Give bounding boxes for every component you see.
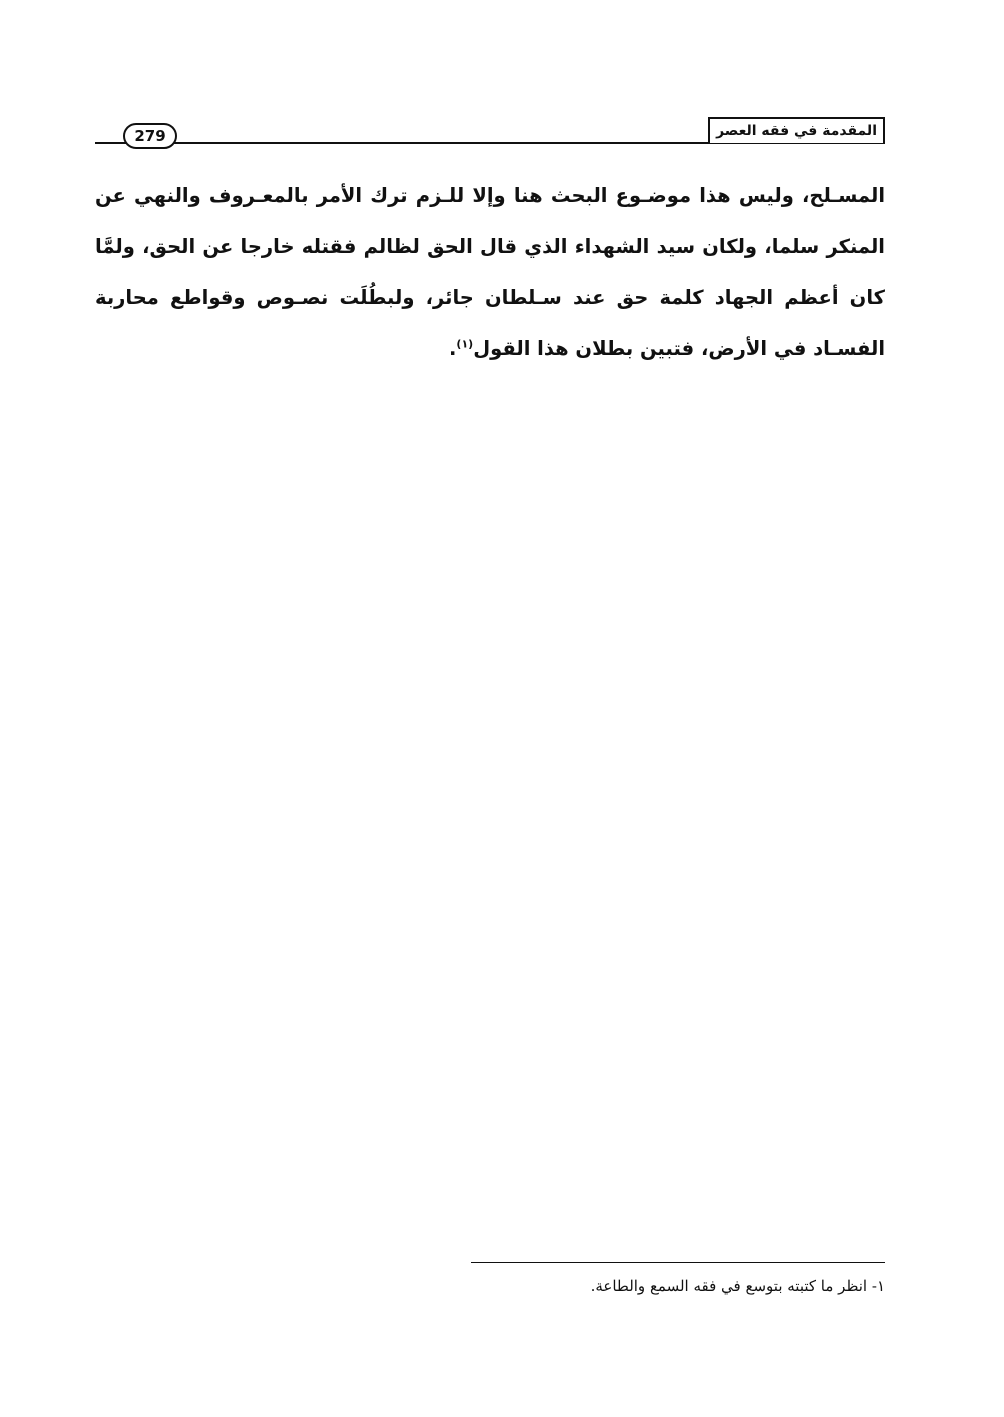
paragraph-text: المسـلح، وليس هذا موضـوع البحث هنا وإلا للـزم ترك الأمر بالمعـروف والنهي عن المنكر سلما، ولكان سيد الشهداء الذي قال الحق لظالم فقتله خارجا عن الحق، ولمَّا كان أعظم الجهاد كلمة حق عند سـلطان جائر، ولبطُلَت نصـوص وقواطع محاربة الفسـاد في الأرض، فتبين بطلان هذا القول (95, 184, 885, 360)
page-number: 279 (123, 123, 177, 149)
body-paragraph (95, 170, 885, 374)
footnote-reference[interactable]: (١) (456, 337, 474, 351)
paragraph-end: . (449, 337, 457, 360)
footnote-separator (471, 1262, 885, 1263)
running-header-title: المقدمة في فقه العصر (708, 117, 885, 143)
footnote-1: ١- انظر ما كتبته بتوسع في فقه السمع والطاعة. (590, 1277, 885, 1295)
